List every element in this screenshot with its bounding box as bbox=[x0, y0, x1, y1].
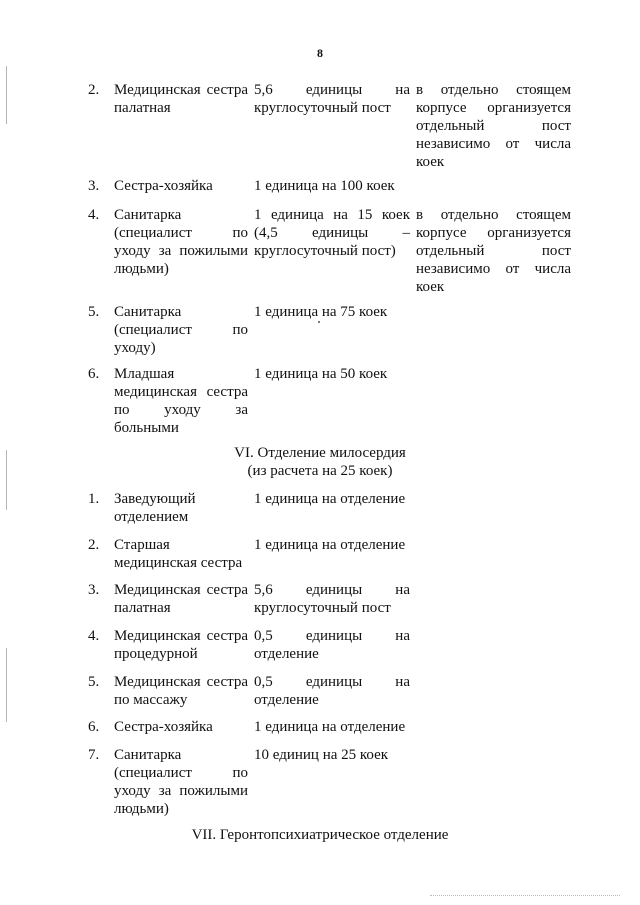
cell-line: 1 единица на 15 коек bbox=[254, 207, 410, 223]
cell-line: палатная bbox=[114, 100, 171, 116]
cell-line: отдельный пост bbox=[416, 118, 571, 134]
section-title: VII. Геронтопсихиатрическое отделение bbox=[191, 827, 449, 843]
section-subtitle: (из расчета на 25 коек) bbox=[247, 463, 393, 479]
staff-count-cell bbox=[254, 365, 410, 383]
cell-line: корпусе организуется bbox=[416, 100, 571, 116]
position-cell bbox=[114, 627, 248, 663]
cell-line: 1 единица на 100 коек bbox=[254, 178, 395, 194]
cell-line: 10 единиц на 25 коек bbox=[254, 747, 389, 763]
position-cell bbox=[114, 746, 248, 818]
position-cell bbox=[114, 206, 248, 278]
cell-line: Санитарка bbox=[114, 304, 182, 320]
cell-line: уходу за пожилыми bbox=[114, 783, 248, 799]
cell-line: 5,6 единицы на bbox=[254, 582, 410, 598]
row-number: 4. bbox=[88, 207, 100, 223]
cell-line: отделение bbox=[254, 692, 319, 708]
row-number: 6. bbox=[88, 366, 100, 382]
cell-line: (4,5 единицы – bbox=[254, 225, 410, 241]
staff-count-cell bbox=[254, 673, 410, 709]
cell-line: корпусе организуется bbox=[416, 225, 571, 241]
cell-line: (специалист по bbox=[114, 322, 248, 338]
cell-line: Медицинская сестра bbox=[114, 674, 248, 690]
cell-line: (специалист по bbox=[114, 765, 248, 781]
staff-count-cell bbox=[254, 177, 410, 195]
cell-line: Санитарка bbox=[114, 207, 182, 223]
cell-line: круглосуточный пост) bbox=[254, 243, 396, 259]
row-number: 6. bbox=[88, 719, 100, 735]
cell-line: 1 единица на отделение bbox=[254, 537, 406, 553]
position-cell bbox=[114, 365, 248, 437]
cell-line: палатная bbox=[114, 600, 171, 616]
staff-count-cell bbox=[254, 206, 410, 260]
position-cell bbox=[114, 303, 248, 357]
staff-count-cell bbox=[254, 581, 410, 617]
row-number: 7. bbox=[88, 747, 100, 763]
cell-line: круглосуточный пост bbox=[254, 600, 391, 616]
footer-rule bbox=[430, 895, 620, 896]
row-number: 4. bbox=[88, 628, 100, 644]
cell-line: уходу за пожилыми bbox=[114, 243, 248, 259]
position-cell bbox=[114, 490, 248, 526]
cell-line: Медицинская сестра bbox=[114, 628, 248, 644]
cell-line: в отдельно стоящем bbox=[416, 207, 571, 223]
cell-line: людьми) bbox=[114, 801, 169, 817]
scan-speck bbox=[318, 321, 320, 323]
cell-line: Медицинская сестра bbox=[114, 582, 248, 598]
row-number: 3. bbox=[88, 582, 100, 598]
cell-line: по уходу за bbox=[114, 402, 248, 418]
cell-line: независимо от числа bbox=[416, 136, 571, 152]
cell-line: людьми) bbox=[114, 261, 169, 277]
cell-line: (специалист по bbox=[114, 225, 248, 241]
note-cell bbox=[416, 81, 571, 171]
section-title: VI. Отделение милосердия bbox=[234, 445, 406, 461]
position-cell bbox=[114, 536, 248, 572]
position-cell bbox=[114, 177, 248, 195]
staff-count-cell bbox=[254, 746, 410, 764]
cell-line: коек bbox=[416, 279, 445, 295]
cell-line: отделение bbox=[254, 646, 319, 662]
position-cell bbox=[114, 81, 248, 117]
cell-line: Сестра-хозяйка bbox=[114, 719, 213, 735]
cell-line: медицинская сестра bbox=[114, 384, 248, 400]
staff-count-cell bbox=[254, 81, 410, 117]
row-number: 3. bbox=[88, 178, 100, 194]
cell-line: коек bbox=[416, 154, 445, 170]
staff-count-cell bbox=[254, 303, 410, 321]
cell-line: 1 единица на отделение bbox=[254, 719, 406, 735]
cell-line: 5,6 единицы на bbox=[254, 82, 410, 98]
staff-count-cell bbox=[254, 490, 410, 508]
row-number: 2. bbox=[88, 82, 100, 98]
cell-line: 0,5 единицы на bbox=[254, 674, 410, 690]
cell-line: Медицинская сестра bbox=[114, 82, 248, 98]
row-number: 5. bbox=[88, 304, 100, 320]
page-number: 8 bbox=[317, 46, 323, 60]
note-cell bbox=[416, 206, 571, 296]
cell-line: 1 единица на 75 коек bbox=[254, 304, 388, 320]
cell-line: круглосуточный пост bbox=[254, 100, 391, 116]
row-number: 2. bbox=[88, 537, 100, 553]
cell-line: Санитарка bbox=[114, 747, 182, 763]
cell-line: отдельный пост bbox=[416, 243, 571, 259]
cell-line: уходу) bbox=[114, 340, 156, 356]
cell-line: по массажу bbox=[114, 692, 188, 708]
scan-margin-line bbox=[6, 66, 7, 124]
scan-margin-line bbox=[6, 648, 7, 722]
cell-line: Сестра-хозяйка bbox=[114, 178, 213, 194]
cell-line: 1 единица на отделение bbox=[254, 491, 406, 507]
cell-line: Старшая bbox=[114, 537, 170, 553]
cell-line: Младшая bbox=[114, 366, 175, 382]
row-number: 1. bbox=[88, 491, 100, 507]
cell-line: отделением bbox=[114, 509, 189, 525]
cell-line: медицинская сестра bbox=[114, 555, 243, 571]
row-number: 5. bbox=[88, 674, 100, 690]
position-cell bbox=[114, 718, 248, 736]
staff-count-cell bbox=[254, 536, 410, 554]
cell-line: больными bbox=[114, 420, 179, 436]
cell-line: независимо от числа bbox=[416, 261, 571, 277]
cell-line: 1 единица на 50 коек bbox=[254, 366, 388, 382]
cell-line: процедурной bbox=[114, 646, 198, 662]
staff-count-cell bbox=[254, 718, 410, 736]
position-cell bbox=[114, 673, 248, 709]
cell-line: в отдельно стоящем bbox=[416, 82, 571, 98]
cell-line: Заведующий bbox=[114, 491, 196, 507]
cell-line: 0,5 единицы на bbox=[254, 628, 410, 644]
staff-count-cell bbox=[254, 627, 410, 663]
position-cell bbox=[114, 581, 248, 617]
